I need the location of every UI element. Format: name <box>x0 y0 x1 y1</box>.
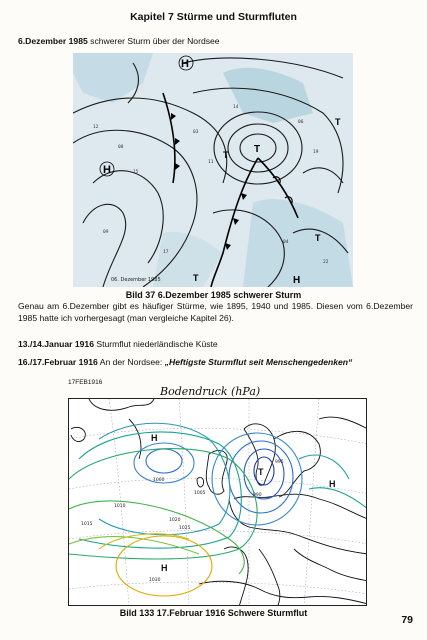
isobar-label-1020: 1020 <box>169 518 181 523</box>
section-date: 13./14.Januar 1916 <box>18 339 94 349</box>
caption-bild-37: Bild 37 6.Dezember 1985 schwerer Sturm <box>125 290 302 300</box>
high-center-1: H <box>151 433 158 443</box>
map-title: Bodendruck (hPa) <box>160 385 261 398</box>
section-heading-1916-feb <box>18 357 352 367</box>
isobar-label-990: 990 <box>253 493 262 498</box>
isobar-label-1025: 1025 <box>179 526 191 531</box>
svg-text:12: 12 <box>93 125 99 130</box>
svg-text:06: 06 <box>298 120 304 125</box>
isobar-label-1005: 1005 <box>194 491 206 496</box>
caption-bild-133: Bild 133 17.Februar 1916 Schwere Sturmflut <box>119 608 308 618</box>
section-heading-1985 <box>18 36 220 46</box>
low-label-2: T <box>254 144 261 155</box>
weather-map-1985 <box>73 53 353 287</box>
section-date: 6.Dezember 1985 <box>18 36 88 46</box>
section-text: An der Nordsee: <box>99 357 165 367</box>
pressure-map-1916 <box>68 398 367 606</box>
low-center: T <box>258 467 264 477</box>
svg-text:17: 17 <box>163 250 169 255</box>
svg-text:11: 11 <box>208 160 214 165</box>
isobar-label-1015: 1015 <box>81 522 93 527</box>
low-label-3: T <box>193 273 199 283</box>
svg-text:08: 08 <box>118 145 124 150</box>
svg-text:09: 09 <box>103 230 109 235</box>
svg-text:14: 14 <box>233 105 239 110</box>
svg-text:04: 04 <box>283 240 289 245</box>
map-date-stamp: 06. Dezember 1985 <box>111 277 161 283</box>
body-paragraph: Genau am 6.Dezember gibt es häufiger Stürme, wie 1895, 1940 und 1985. Diesen vom 6.Dezember 1985 hatte ich vorhergesagt (man vergleiche Kapitel 26). <box>18 301 413 323</box>
chapter-title: Kapitel 7 Stürme und Sturmfluten <box>130 11 297 23</box>
low-label-1: T <box>223 150 229 160</box>
isobar-label-1000: 1000 <box>153 478 165 483</box>
svg-text:03: 03 <box>193 130 199 135</box>
high-label-3: H <box>293 275 301 286</box>
high-center-3: H <box>329 479 336 489</box>
svg-text:15: 15 <box>133 170 139 175</box>
page-number: 79 <box>401 614 413 626</box>
high-label-1: H <box>181 58 189 70</box>
isobar-label-1010: 1010 <box>114 504 126 509</box>
section-date: 16./17.Februar 1916 <box>18 357 98 367</box>
isobar-label-1030: 1030 <box>149 578 161 583</box>
section-text: schwerer Sturm über der Nordsee <box>90 36 220 46</box>
low-label-4: T <box>315 233 321 243</box>
map-date-tag: 17FEB1916 <box>68 379 103 386</box>
low-label-5: T <box>335 117 341 127</box>
isobar-label-995: 995 <box>275 460 284 465</box>
section-heading-1916-jan <box>18 339 218 349</box>
section-text: Sturmflut niederländische Küste <box>96 339 218 349</box>
svg-text:22: 22 <box>323 260 329 265</box>
section-quote: „Heftigste Sturmflut seit Menschengedenken“ <box>164 357 353 367</box>
high-label-2: H <box>103 164 111 176</box>
svg-text:19: 19 <box>313 150 319 155</box>
high-center-2: H <box>161 563 168 573</box>
